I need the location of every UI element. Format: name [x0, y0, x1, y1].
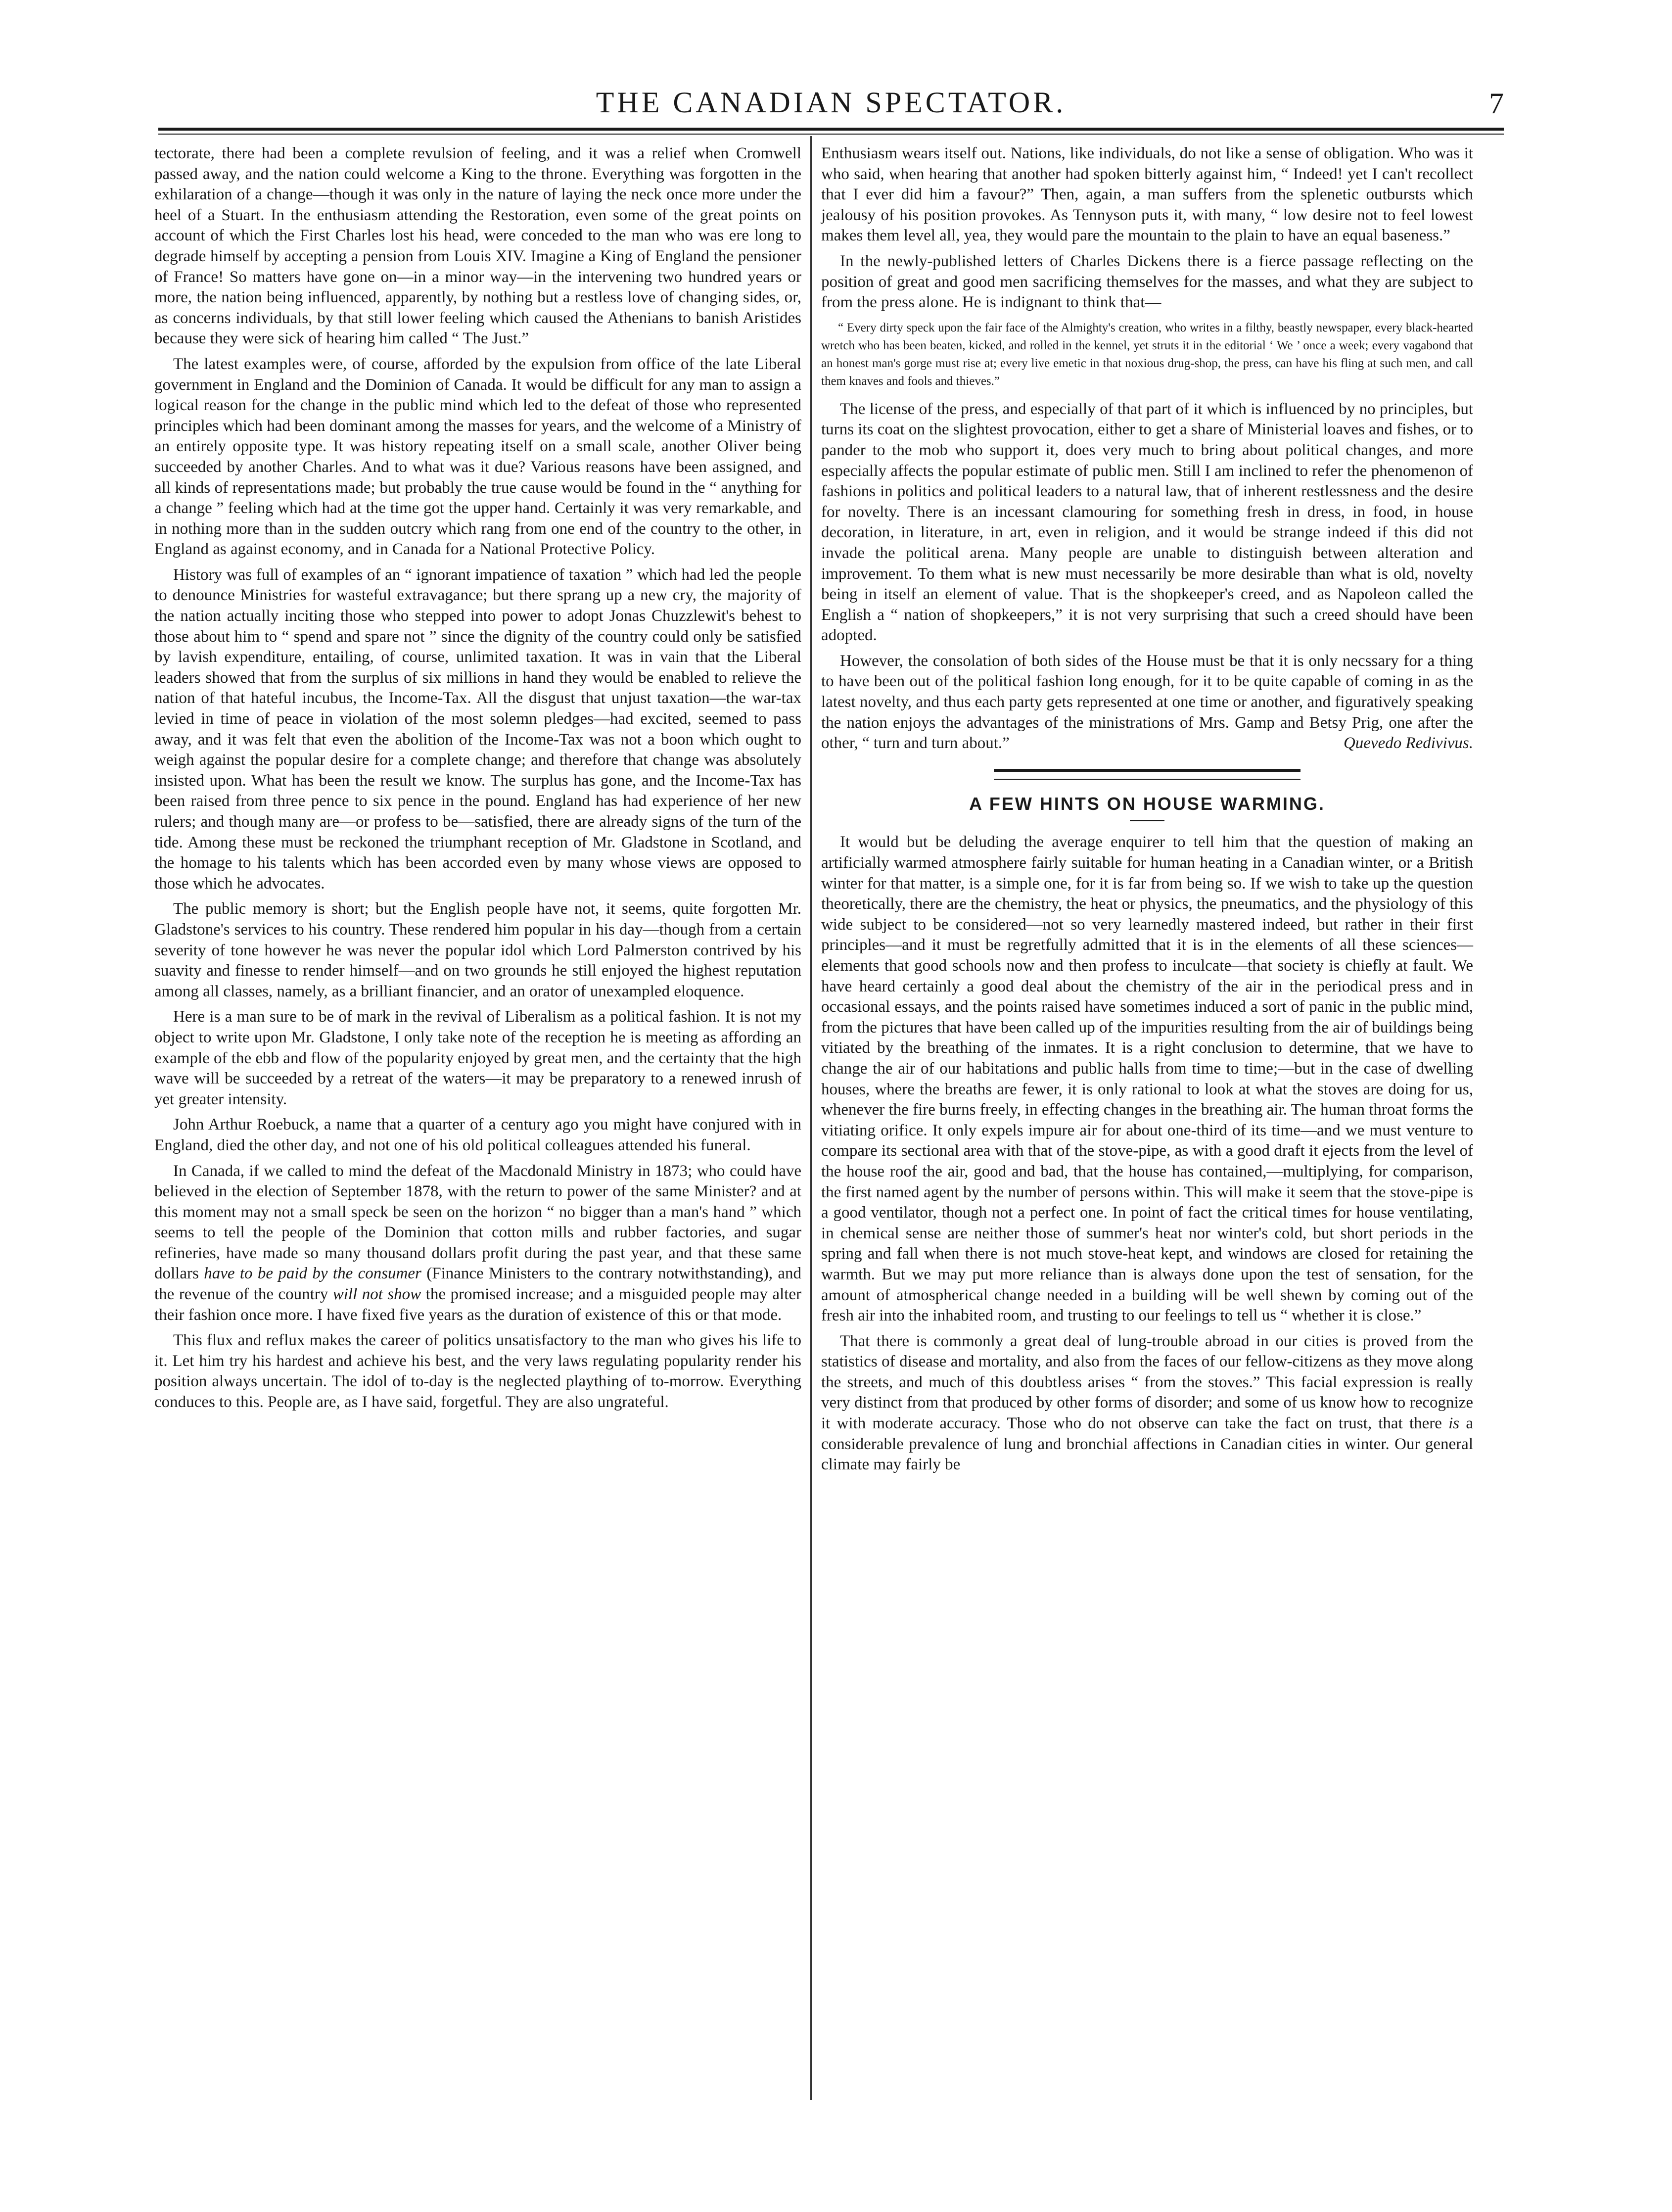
article-title: A FEW HINTS ON HOUSE WARMING.: [969, 793, 1325, 814]
text-run: (Finance Ministers to the contrary notwithstanding), and the revenue of the country: [154, 1265, 801, 1304]
page-number: 7: [1489, 87, 1504, 120]
paragraph: [821, 651, 1473, 754]
block-quote: “ Every dirty speck upon the fair face of the Almighty's creation, who writes in a filthy, beastly newspaper, every black-hearted wretch who has been beaten, kicked, and rolled in the kennel, yet struts it in the editorial ‘ We ’ once a week; every vagabond that an honest man's gorge must rise at; every live emetic in that noxious drug-shop, the press, can have his fling at such men, and call them knaves and fools and thieves.”: [821, 321, 1473, 388]
paragraph-canada: [154, 1161, 801, 1326]
paragraph: History was full of examples of an “ ignorant impatience of taxation ” which had led the people to denounce Ministries for wasteful extravagance; but there sprang up a new cry, the majority of the nation actually inciting those who stepped into power to adopt Jonas Chuzzlewit's behest to those about him to “ spend and spare not ” since the dignity of the country could only be satisfied by lavish expenditure, entailing, of course, unlimited taxation. It was in vain that the Liberal leaders showed that from the surplus of six millions in hand they would be enabled to relieve the nation of that hateful incubus, the Income-Tax. All the disgust that unjust taxation—the war-tax levied in time of peace in violation of the most solemn pledges—had excited, seemed to pass away, and it was felt that even the abolition of the Income-Tax was not a boon which ought to weigh against the popular desire for a complete change; and therefore that change was absolutely insisted upon. What has been the result we know. The surplus has gone, and the Income-Tax has been raised from three pence to six pence in the pound. England has had experience of her new rulers; and though many are—or profess to be—satisfied, there are already signs of the turn of the tide. Among these must be reckoned the triumphant reception of Mr. Gladstone in Scotland, and the homage to his talents which has been accorded even by many whose views are opposed to those which he advocates.: [154, 565, 801, 893]
paragraph: John Arthur Roebuck, a name that a quarter of a century ago you might have conjured with in England, died the other day, and not one of his old political colleagues attended his funeral.: [154, 1116, 801, 1154]
paragraph: Enthusiasm wears itself out. Nations, like individuals, do not like a sense of obligation. Who was it who said, when hearing that another had spoken bitterly against him, “ Indeed! yet I can't recollect that I ever did him a favour?” Then, again, a man suffers from the splenetic outbursts which jealousy of his position provokes. As Tennyson puts it, with many, “ low desire not to feel lowest makes them level all, yea, they would pare the mountain to the plain to have an equal baseness.”: [821, 144, 1473, 245]
masthead: [158, 82, 1504, 126]
italic-text: will not show: [332, 1285, 421, 1304]
article-separator: [994, 769, 1300, 780]
paragraph: It would but be deluding the average enquirer to tell him that the question of making an artificially warmed atmosphere fairly suitable for human heating in a Canadian winter, or a British winter for that matter, is a simple one, for it is far from being so. If we wish to take up the question theoretically, there are the chemistry, the heat or physics, the pneumatics, and the physiology of this wide subject to be considered—not so very learnedly mastered indeed, but rather in their first principles—and it must be regretfully admitted that it is in the elements of all these sciences—elements that good schools now and then profess to inculcate—that society is chiefly at fault. We have heard certainly a good deal about the chemistry of the air in the periodical press and in occasional essays, and the points raised have sometimes induced a sort of panic in the public mind, from the pictures that have been called up of the impurities resulting from the air of buildings being vitiated by the breathing of the inmates. It is a right conclusion to determine, that we have to change the air of our habitations and public halls from time to time;—but in the case of dwelling houses, where the breaths are fewer, it is only rational to look at what the stoves are doing for us, whenever the fire burns freely, in effecting changes in the breathing air. The human throat forms the vitiating orifice. It only expels impure air for about one-third of its time—and we must venture to compare its sectional area with that of the stove-pipe, as with a good draft it ejects from the level of the house roof the air, good and bad, that the house has contained,—multiplying, for comparison, the first named agent by the number of persons within. This will make it seem that the stove-pipe is a good ventilator, though not a perfect one. In point of fact the critical times for house ventilating, in chemical sense are neither those of summer's heat nor winter's cold, but short periods in the spring and fall when there is not much stove-heat kept, and windows are closed for retaining the warmth. But we may put more reliance than is always done upon the test of sensation, for the amount of atmospherical change needed in a building will be well shewn by coming out of the fresh air into the inhabited room, and trusting to our feelings to tell us “ whether it is close.”: [821, 833, 1474, 1325]
paragraph: In the newly-published letters of Charles Dickens there is a fierce passage reflecting on the position of great and good men sacrificing themselves for the masses, and what they are subject to from the press alone. He is indignant to think that—: [821, 252, 1473, 312]
italic-text: have to be paid by the consumer: [204, 1265, 421, 1283]
title-rule: [1130, 820, 1164, 821]
text-run: However, the consolation of both sides of the House must be that it is only necssary for a thing to have been out of the political fashion long enough, for it to be quite capable of coming in as the latest novelty, and thus each party gets represented at one time or another, and figuratively speaking the nation enjoys the advantages of the ministrations of Mrs. Gamp and Betsy Prig, one after the other, “ turn and turn about.”: [821, 652, 1473, 753]
left-column: [154, 143, 801, 1418]
paragraph-lung: [821, 1331, 1473, 1475]
paragraph: Here is a man sure to be of mark in the revival of Liberalism as a political fashion. It is not my object to write upon Mr. Gladstone, I only take note of the reception he is meeting as affording an example of the ebb and flow of the popularity enjoyed by great men, and the certainty that the high wave will be succeeded by a retreat of the waters—it may be preparatory to a renewed inrush of yet greater intensity.: [154, 1008, 801, 1108]
author-signature: Quevedo Redivivus.: [1343, 734, 1473, 753]
text-run: That there is commonly a great deal of lung-trouble abroad in our cities is proved from the statistics of disease and mortality, and also from the faces of our fellow-citizens as they move along the streets, and much of this doubtless arises “ from the stoves.” This facial expression is really very distinct from that produced by other forms of disorder; and some of us know how to recognize it with moderate accuracy. Those who do not observe can take the fact on trust, that there: [821, 1332, 1473, 1433]
column-divider: [810, 136, 812, 2100]
paragraph: The latest examples were, of course, afforded by the expulsion from office of the late Liberal government in England and the Dominion of Canada. It would be difficult for any man to assign a logical reason for the change in the public mind which led to the defeat of those who represented principles which had been dominant among the masses for years, and the welcome of a Ministry of an entirely opposite type. It was history repeating itself on a small scale, another Oliver being succeeded by another Charles. And to what was it due? Various reasons have been assigned, and all kinds of representations made; but probably the true cause would be found in the “ anything for a change ” feeling which had at the time got the upper hand. Certainly it was very remarkable, and in nothing more than in the sudden outcry which rang from one end of the country to the other, in England as against economy, and in Canada for a National Protective Policy.: [154, 355, 801, 559]
header-rule-thin: [158, 134, 1504, 135]
text-run: the promised increase; and a misguided people may alter their fashion once more. I have fixed five years as the duration of existence of this or that mode.: [154, 1285, 802, 1324]
page-title: THE CANADIAN SPECTATOR.: [596, 86, 1067, 119]
paragraph: The public memory is short; but the English people have not, it seems, quite forgotten Mr. Gladstone's services to his country. These rendered him popular in his day—though from a certain severity of tone however he was never the popular idol which Lord Palmerston contrived by his suavity and finesse to render himself—and on two grounds he still enjoyed the highest reputation among all classes, namely, as a brilliant financier, and an orator of unexampled eloquence.: [154, 900, 801, 1000]
right-column: [821, 143, 1473, 1480]
paragraph: The license of the press, and especially of that part of it which is influenced by no principles, but turns its coat on the slightest provocation, either to get a share of Ministerial loaves and fishes, or to pander to the mob who support it, does very much to bring about political changes, and more especially affects the popular estimate of public men. Still I am inclined to refer the phenomenon of fashions in politics and political leaders to a natural law, that of inherent restlessness and the desire for novelty. There is an incessant clamouring for something fresh in dress, in food, in house decoration, in literature, in art, even in religion, and it would be strange indeed if this did not invade the political arena. Many people are unable to distinguish between alteration and improvement. To them what is new must necessarily be more desirable than what is old, novelty being in itself an element of value. That is the shopkeeper's creed, and as Napoleon called the English a “ nation of shopkeepers,” it is not very surprising that such a creed should have been adopted.: [821, 400, 1473, 645]
paragraph: tectorate, there had been a complete revulsion of feeling, and it was a relief when Cromwell passed away, and the nation could welcome a King to the throne. Everything was forgotten in the exhilaration of a change—though it was only in the nature of laying the neck once more under the heel of a Stuart. In the enthusiasm attending the Restoration, even some of the great points on account of which the First Charles lost his head, were conceded to the man who was ere long to degrade himself by accepting a pension from Louis XIV. Imagine a King of England the pensioner of France! So matters have gone on—in a minor way—in the intervening two hundred years or more, the nation being influenced, apparently, by nothing but a restless love of changing sides, or, as concerns individuals, by that still lower feeling which caused the Athenians to banish Aristides because they were sick of hearing him called “ The Just.”: [154, 144, 801, 348]
text-run: a considerable prevalence of lung and bronchial affections in Canadian cities in winter. Our general climate may fairly be: [821, 1414, 1473, 1474]
header-rule-thick: [158, 128, 1504, 131]
italic-text: is: [1448, 1414, 1460, 1433]
text-run: In Canada, if we called to mind the defeat of the Macdonald Ministry in 1873; who could have believed in the election of September 1878, with the return to power of the same Minister? and at this moment may not a small speck be seen on the horizon “ no bigger than a man's hand ” which seems to tell the people of the Dominion that cotton mills and rubber factories, and sugar refineries, have made so many thousand dollars profit during the past year, and that these same dollars: [154, 1162, 801, 1283]
paragraph: This flux and reflux makes the career of politics unsatisfactory to the man who gives his life to it. Let him try his hardest and achieve his best, and the very laws regulating popularity render his position always uncertain. The idol of to-day is the neglected plaything of to-morrow. Everything conduces to this. People are, as I have said, forgetful. They are also ungrateful.: [154, 1331, 801, 1412]
